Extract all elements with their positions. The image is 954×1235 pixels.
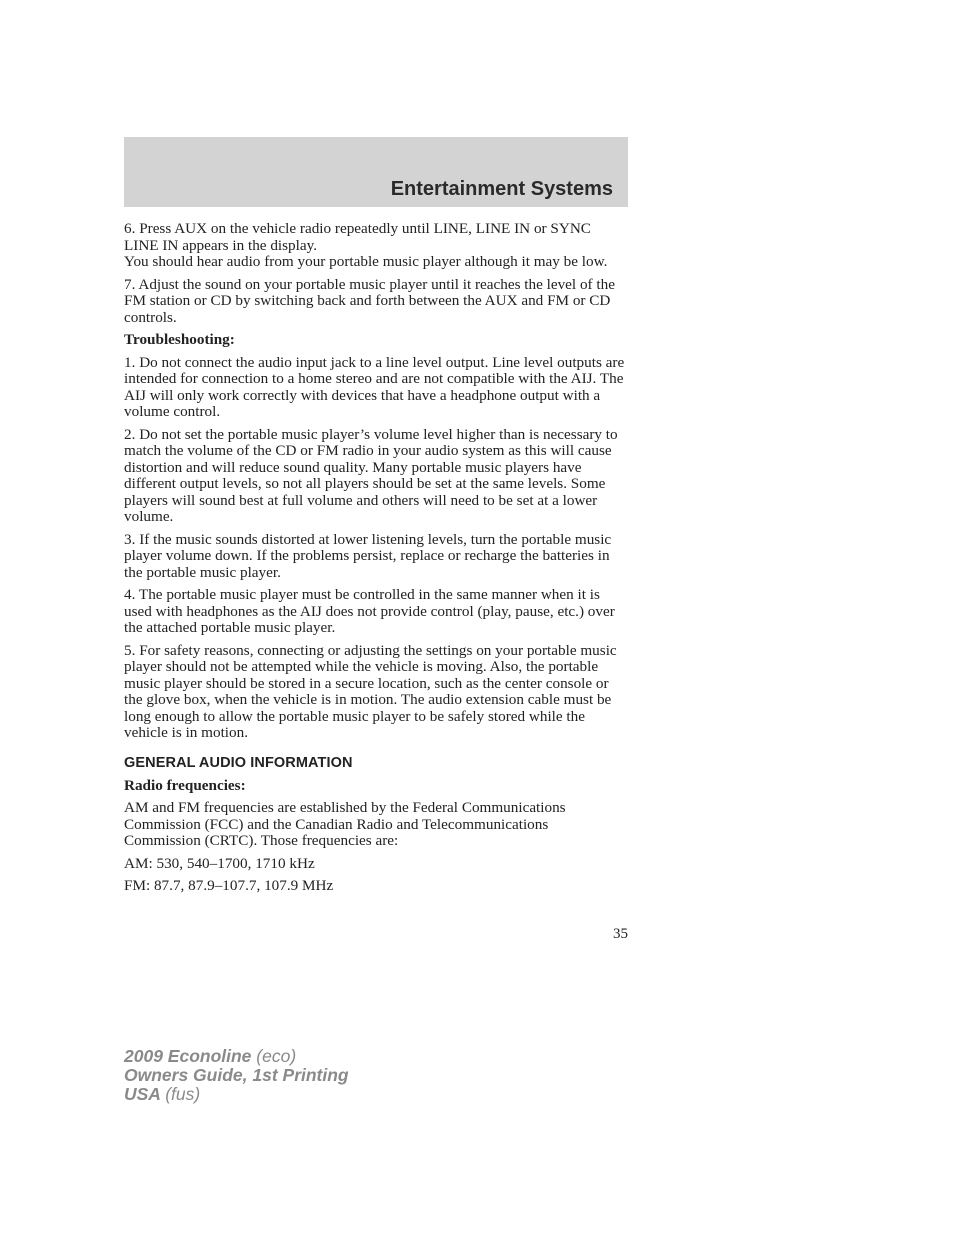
footer-region-code: (fus) (165, 1084, 201, 1104)
document-footer (124, 1047, 349, 1104)
troubleshooting-item-1: 1. Do not connect the audio input jack to a line level output. Line level outputs are intended for connection to a home stereo and are not compatible with the AIJ. The AIJ will only work correctly with devices that have a headphone output with a volume control. (124, 353, 625, 420)
general-audio-heading: GENERAL AUDIO INFORMATION (124, 754, 353, 771)
am-frequencies: AM: 530, 540–1700, 1710 kHz (124, 854, 315, 872)
page-body (124, 221, 628, 901)
frequencies-intro-paragraph: AM and FM frequencies are established by the Federal Communications Commission (FCC) and the Canadian Radio and Telecommunications Commission (CRTC). Those frequencies are: (124, 799, 566, 849)
troubleshooting-item-3: 3. If the music sounds distorted at lower listening levels, turn the portable music player volume down. If the problems persist, replace or recharge the batteries in the portable music player. (124, 530, 612, 581)
troubleshooting-item-4: 4. The portable music player must be controlled in the same manner when it is used with headphones as the AIJ does not provide control (play, pause, etc.) over the attached portable music player. (124, 586, 615, 636)
section-header-band (124, 137, 628, 207)
footer-line-region (124, 1085, 349, 1104)
step-6-paragraph: 6. Press AUX on the vehicle radio repeatedly until LINE, LINE IN or SYNC LINE IN appears in the display. (124, 220, 591, 254)
footer-region: USA (124, 1084, 161, 1104)
step-7-paragraph: 7. Adjust the sound on your portable music player until it reaches the level of the FM station or CD by switching back and forth between the AUX and FM or CD controls. (124, 275, 615, 326)
footer-line-model (124, 1047, 349, 1066)
audio-note-paragraph: You should hear audio from your portable music player although it may be low. (124, 253, 608, 270)
troubleshooting-item-5: 5. For safety reasons, connecting or adjusting the settings on your portable music player should not be attempted while the vehicle is moving. Also, the portable music player should be stored in a secure location, such as the center console or the glove box, when the vehicle is in motion. The audio extension cable must be long enough to allow the portable music player to be safely stored while the vehicle is in motion. (124, 641, 617, 741)
footer-model: 2009 Econoline (124, 1046, 252, 1066)
section-title: Entertainment Systems (390, 178, 613, 200)
page-number: 35 (613, 926, 628, 942)
footer-model-code: (eco) (256, 1046, 297, 1066)
troubleshooting-item-2: 2. Do not set the portable music player’s volume level higher than is necessary to match the volume of the CD or FM radio in your audio system as this will cause distortion and will reduce sound quality. Many portable music players have different output levels, so not all players should be set at the same levels. Some players will sound best at full volume and others will need to be set at a lower volume. (124, 425, 618, 525)
troubleshooting-label: Troubleshooting: (124, 331, 235, 348)
radio-frequencies-label: Radio frequencies: (124, 776, 246, 794)
footer-line-guide: Owners Guide, 1st Printing (124, 1065, 349, 1085)
fm-frequencies: FM: 87.7, 87.9–107.7, 107.9 MHz (124, 877, 334, 894)
